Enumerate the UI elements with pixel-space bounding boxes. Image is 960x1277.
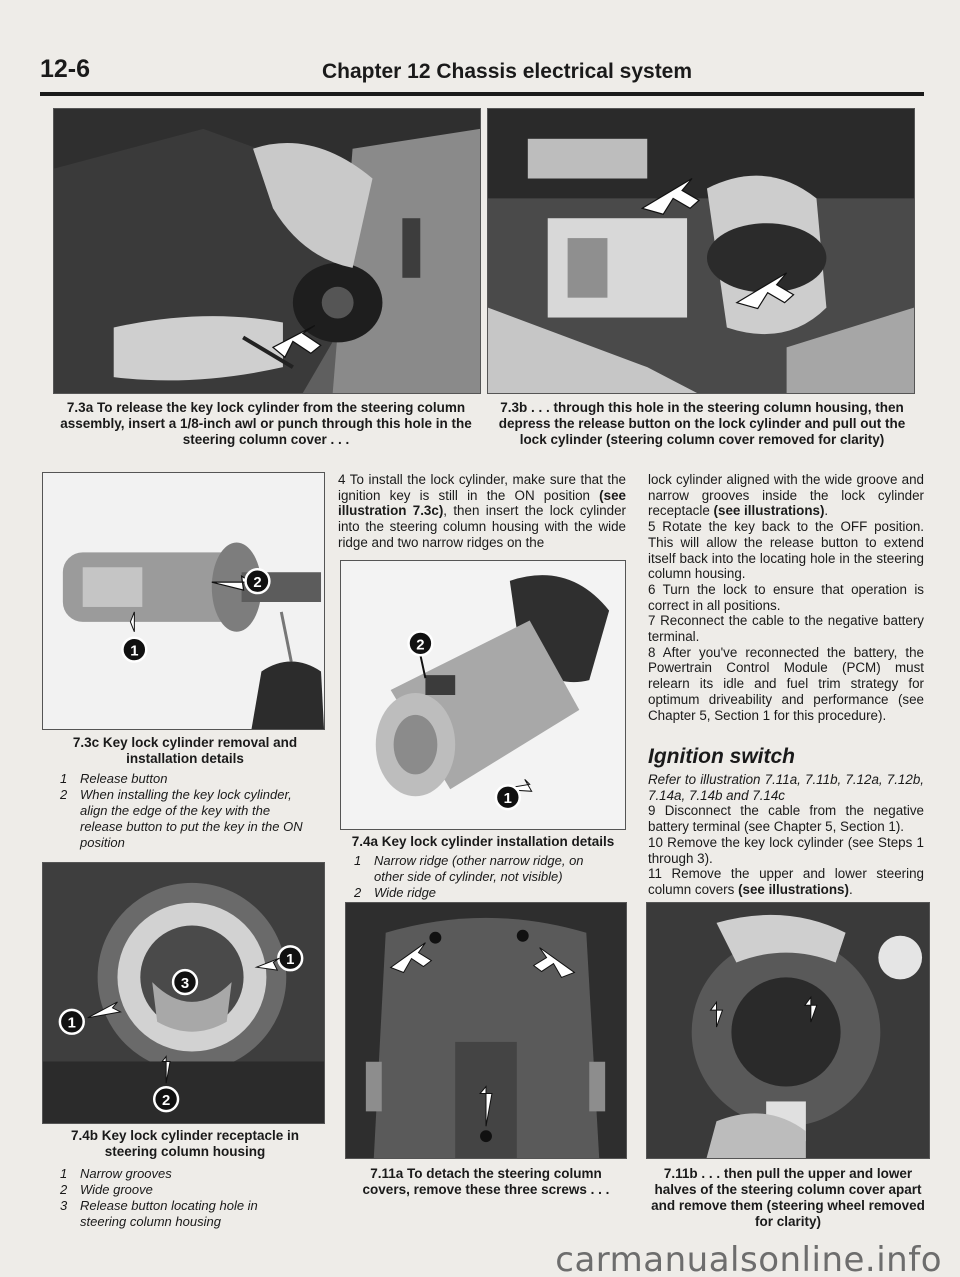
photo-7-3b <box>487 108 915 394</box>
legend-item: 2 Wide ridge <box>354 885 437 900</box>
callout-7-4a-1: 1 <box>503 791 512 808</box>
column-3-section <box>648 772 924 898</box>
legend-item: 2 Wide groove <box>60 1182 153 1197</box>
photo-7-11b <box>646 902 930 1159</box>
paragraph-4: 4 To install the lock cylinder, make sure that the ignition key is still in the ON position (see illustration 7.3c), then insert the lock cylinder into the steering column housing with the wide ridge and two narrow ridges on the <box>338 472 627 550</box>
section-heading: Ignition switch <box>648 745 795 768</box>
legend-item: 2 When installing the key lock cylinder, align the edge of the key with the release button to put the key in the ON position <box>60 787 303 850</box>
legend-item: 3 Release button locating hole in steering column housing <box>60 1198 258 1229</box>
caption-7-11a: 7.11a To detach the steering column covers, remove these three screws . . . <box>362 1166 610 1197</box>
callout-7-4b-3: 3 <box>180 976 190 993</box>
photo-7-11a <box>345 902 627 1159</box>
page-number: 12-6 <box>40 55 91 83</box>
callout-7-4b-2: 2 <box>161 1093 171 1110</box>
legend-7-4a <box>352 853 614 901</box>
callout-7-3c-1: 1 <box>130 643 139 660</box>
refer-to-illustrations: Refer to illustration 7.11a, 7.11b, 7.12a, 7.12b, 7.14a, 7.14b and 7.14c <box>648 772 924 803</box>
paragraph-4-continued: lock cylinder aligned with the wide groove and narrow grooves inside the lock cylinder receptacle (see illustrations). <box>648 472 924 519</box>
legend-item: 1 Release button <box>60 771 168 786</box>
legend-7-3c <box>58 771 304 851</box>
legend-item: 1 Narrow grooves <box>60 1166 172 1181</box>
paragraph-8: 8 After you've reconnected the battery, the Powertrain Control Module (PCM) must relearn its idle and fuel trim strategy for optimum driveability and performance (see Chapter 5, Section 1 for this procedure). <box>648 644 924 723</box>
column-3-text <box>648 472 924 723</box>
callout-7-3c-2: 2 <box>253 575 262 592</box>
caption-7-4b: 7.4b Key lock cylinder receptacle in steering column housing <box>70 1128 300 1159</box>
paragraph-11: 11 Remove the upper and lower steering column covers (see illustrations). <box>648 866 924 897</box>
paragraph-7: 7 Reconnect the cable to the negative battery terminal. <box>648 613 924 645</box>
legend-item: 1 Narrow ridge (other narrow ridge, on other side of cylinder, not visible) <box>354 853 584 884</box>
callout-7-4b-1b: 1 <box>67 1015 76 1032</box>
paragraph-5: 5 Rotate the key back to the OFF position. This will allow the release button to extend itself back into the locating hole in the steering column housing. <box>648 519 924 582</box>
legend-7-4b <box>58 1166 304 1230</box>
callout-7-4a-2: 2 <box>416 637 425 654</box>
paragraph-10: 10 Remove the key lock cylinder (see Steps 1 through 3). <box>648 834 924 866</box>
caption-7-3b: 7.3b . . . through this hole in the steering column housing, then depress the release button on the lock cylinder and pull out the lock cylinder (steering column cover removed for clarity) <box>498 400 906 447</box>
caption-7-4a: 7.4a Key lock cylinder installation details <box>351 834 615 849</box>
watermark: carmanualsonline.info <box>555 1240 942 1277</box>
chapter-title: Chapter 12 Chassis electrical system <box>322 60 693 83</box>
caption-7-11b: 7.11b . . . then pull the upper and lower halves of the steering column cover apart and remove them (steering wheel removed for clarity) <box>651 1166 925 1229</box>
callout-7-4b-1a: 1 <box>286 952 295 969</box>
photo-7-3c <box>42 472 325 730</box>
photo-7-3a <box>53 108 481 394</box>
photo-7-4a <box>340 560 626 830</box>
caption-7-3a: 7.3a To release the key lock cylinder from the steering column assembly, insert a 1/8-inch awl or punch through this hole in the steering column cover . . . <box>60 400 472 447</box>
caption-7-3c: 7.3c Key lock cylinder removal and installation details <box>72 735 298 766</box>
paragraph-6: 6 Turn the lock to ensure that operation is correct in all positions. <box>648 581 924 613</box>
paragraph-9: 9 Disconnect the cable from the negative battery terminal (see Chapter 5, Section 1). <box>648 803 924 835</box>
photo-7-4b <box>42 862 325 1124</box>
header-rule <box>40 92 924 96</box>
